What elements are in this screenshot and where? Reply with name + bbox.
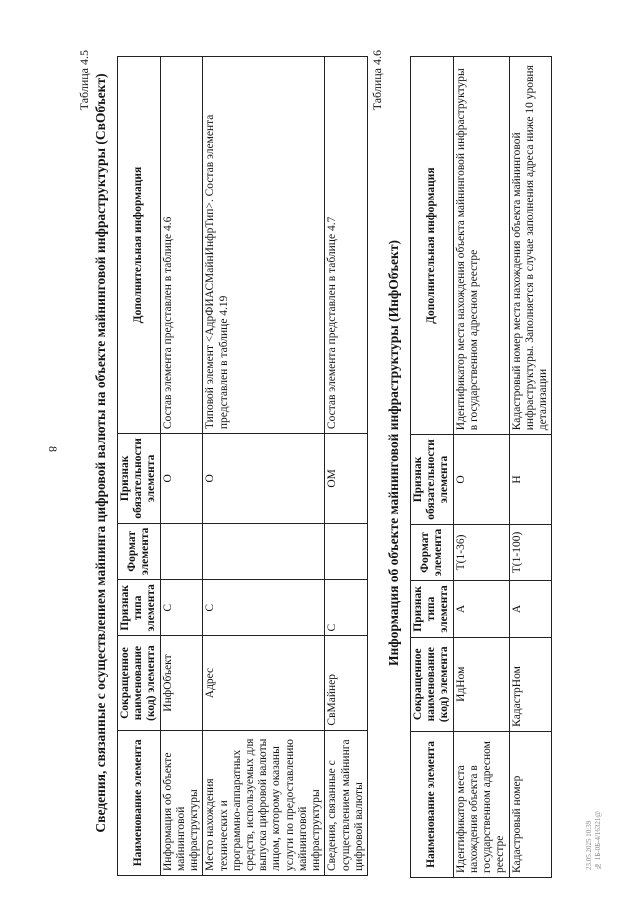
cell-name: Кадастровый номер bbox=[509, 731, 552, 877]
header-cell: Формат элемента bbox=[118, 523, 161, 579]
cell-code: ИнфОбъект bbox=[160, 636, 203, 730]
header-cell: Дополнительная информация bbox=[118, 57, 161, 434]
table-caption: Сведения, связанные с осуществлением майнинга цифровой валюты на объекте майнинговой инфраструктуры (СвОбъект) bbox=[93, 73, 108, 833]
header-cell: Сокращенное наименование (код) элемента bbox=[411, 637, 454, 731]
cell-type: А bbox=[509, 581, 552, 637]
page-number: 8 bbox=[46, 446, 60, 452]
cell-required: О bbox=[453, 435, 509, 525]
header-cell: Наименование элемента bbox=[411, 731, 454, 877]
cell-format bbox=[203, 523, 325, 579]
cell-code: КадастрНом bbox=[509, 637, 552, 731]
table-4-6 bbox=[410, 56, 552, 878]
table-row bbox=[325, 57, 368, 876]
table-row bbox=[509, 57, 552, 878]
table-label: Таблица 4.5 bbox=[77, 50, 91, 111]
header-cell: Признак типа элемента bbox=[118, 580, 161, 636]
cell-name: Идентификатор места нахождения объекта в государственном адресном реестре bbox=[453, 731, 509, 877]
cell-type: С bbox=[160, 580, 203, 636]
table-header-row bbox=[411, 57, 454, 878]
cell-format: T(1-100) bbox=[509, 524, 552, 580]
table-row bbox=[203, 57, 325, 876]
cell-info: Идентификатор места нахождения объекта майнинговой инфраструктуры в государственном адресном реестре bbox=[453, 57, 509, 435]
table-caption: Информация об объекте майнинговой инфраструктуры (ИнфОбъект) bbox=[386, 240, 401, 666]
cell-type: С bbox=[325, 580, 368, 636]
cell-required: О bbox=[160, 434, 203, 524]
cell-code: Адрес bbox=[203, 636, 325, 730]
header-cell: Признак обязательности элемента bbox=[411, 435, 454, 525]
cell-format: T(1-36) bbox=[453, 524, 509, 580]
cell-info: Типовой элемент <АдрФИАСМайнИнфрТип>. Состав элемента представлен в таблице 4.19 bbox=[203, 57, 325, 434]
registration-stamp bbox=[585, 640, 615, 870]
table-4-5-section bbox=[77, 0, 365, 898]
cell-info: Состав элемента представлен в таблице 4.7 bbox=[325, 57, 368, 434]
header-cell: Признак типа элемента bbox=[411, 581, 454, 637]
stamp-date: 23.05.2025 10:39 bbox=[585, 820, 593, 870]
table-header-row bbox=[118, 57, 161, 876]
cell-info: Кадастровый номер места нахождения объекта майнинговой инфраструктуры. Заполняется в случае заполнения адреса ниже 10 уровня детализации bbox=[509, 57, 552, 435]
cell-code: ИдНом bbox=[453, 637, 509, 731]
table-row bbox=[453, 57, 509, 878]
stamp-number: № 1Б-0Б-4/16321@ bbox=[594, 811, 602, 870]
header-cell: Дополнительная информация bbox=[411, 57, 454, 435]
cell-name: Место нахождения технических и программно-аппаратных средств, используемых для выпуска цифровой валюты лицом, которому оказаны услуги по предоставлению майнинговой инфраструктуры bbox=[203, 730, 325, 875]
cell-name: Информация об объекте майнинговой инфраструктуры bbox=[160, 730, 203, 875]
cell-required: О bbox=[203, 434, 325, 524]
cell-code: СвМайнер bbox=[325, 636, 368, 730]
cell-info: Состав элемента представлен в таблице 4.6 bbox=[160, 57, 203, 434]
cell-name: Сведения, связанные с осуществлением майнинга цифровой валюты bbox=[325, 730, 368, 875]
cell-type: А bbox=[453, 581, 509, 637]
header-cell: Формат элемента bbox=[411, 524, 454, 580]
table-label: Таблица 4.6 bbox=[370, 50, 384, 111]
cell-type: С bbox=[203, 580, 325, 636]
cell-required: Н bbox=[509, 435, 552, 525]
header-cell: Наименование элемента bbox=[118, 730, 161, 875]
header-cell: Сокращенное наименование (код) элемента bbox=[118, 636, 161, 730]
cell-required: ОМ bbox=[325, 434, 368, 524]
header-cell: Признак обязательности элемента bbox=[118, 434, 161, 524]
table-4-5 bbox=[117, 56, 368, 876]
table-row bbox=[160, 57, 203, 876]
cell-format bbox=[325, 523, 368, 579]
cell-format bbox=[160, 523, 203, 579]
